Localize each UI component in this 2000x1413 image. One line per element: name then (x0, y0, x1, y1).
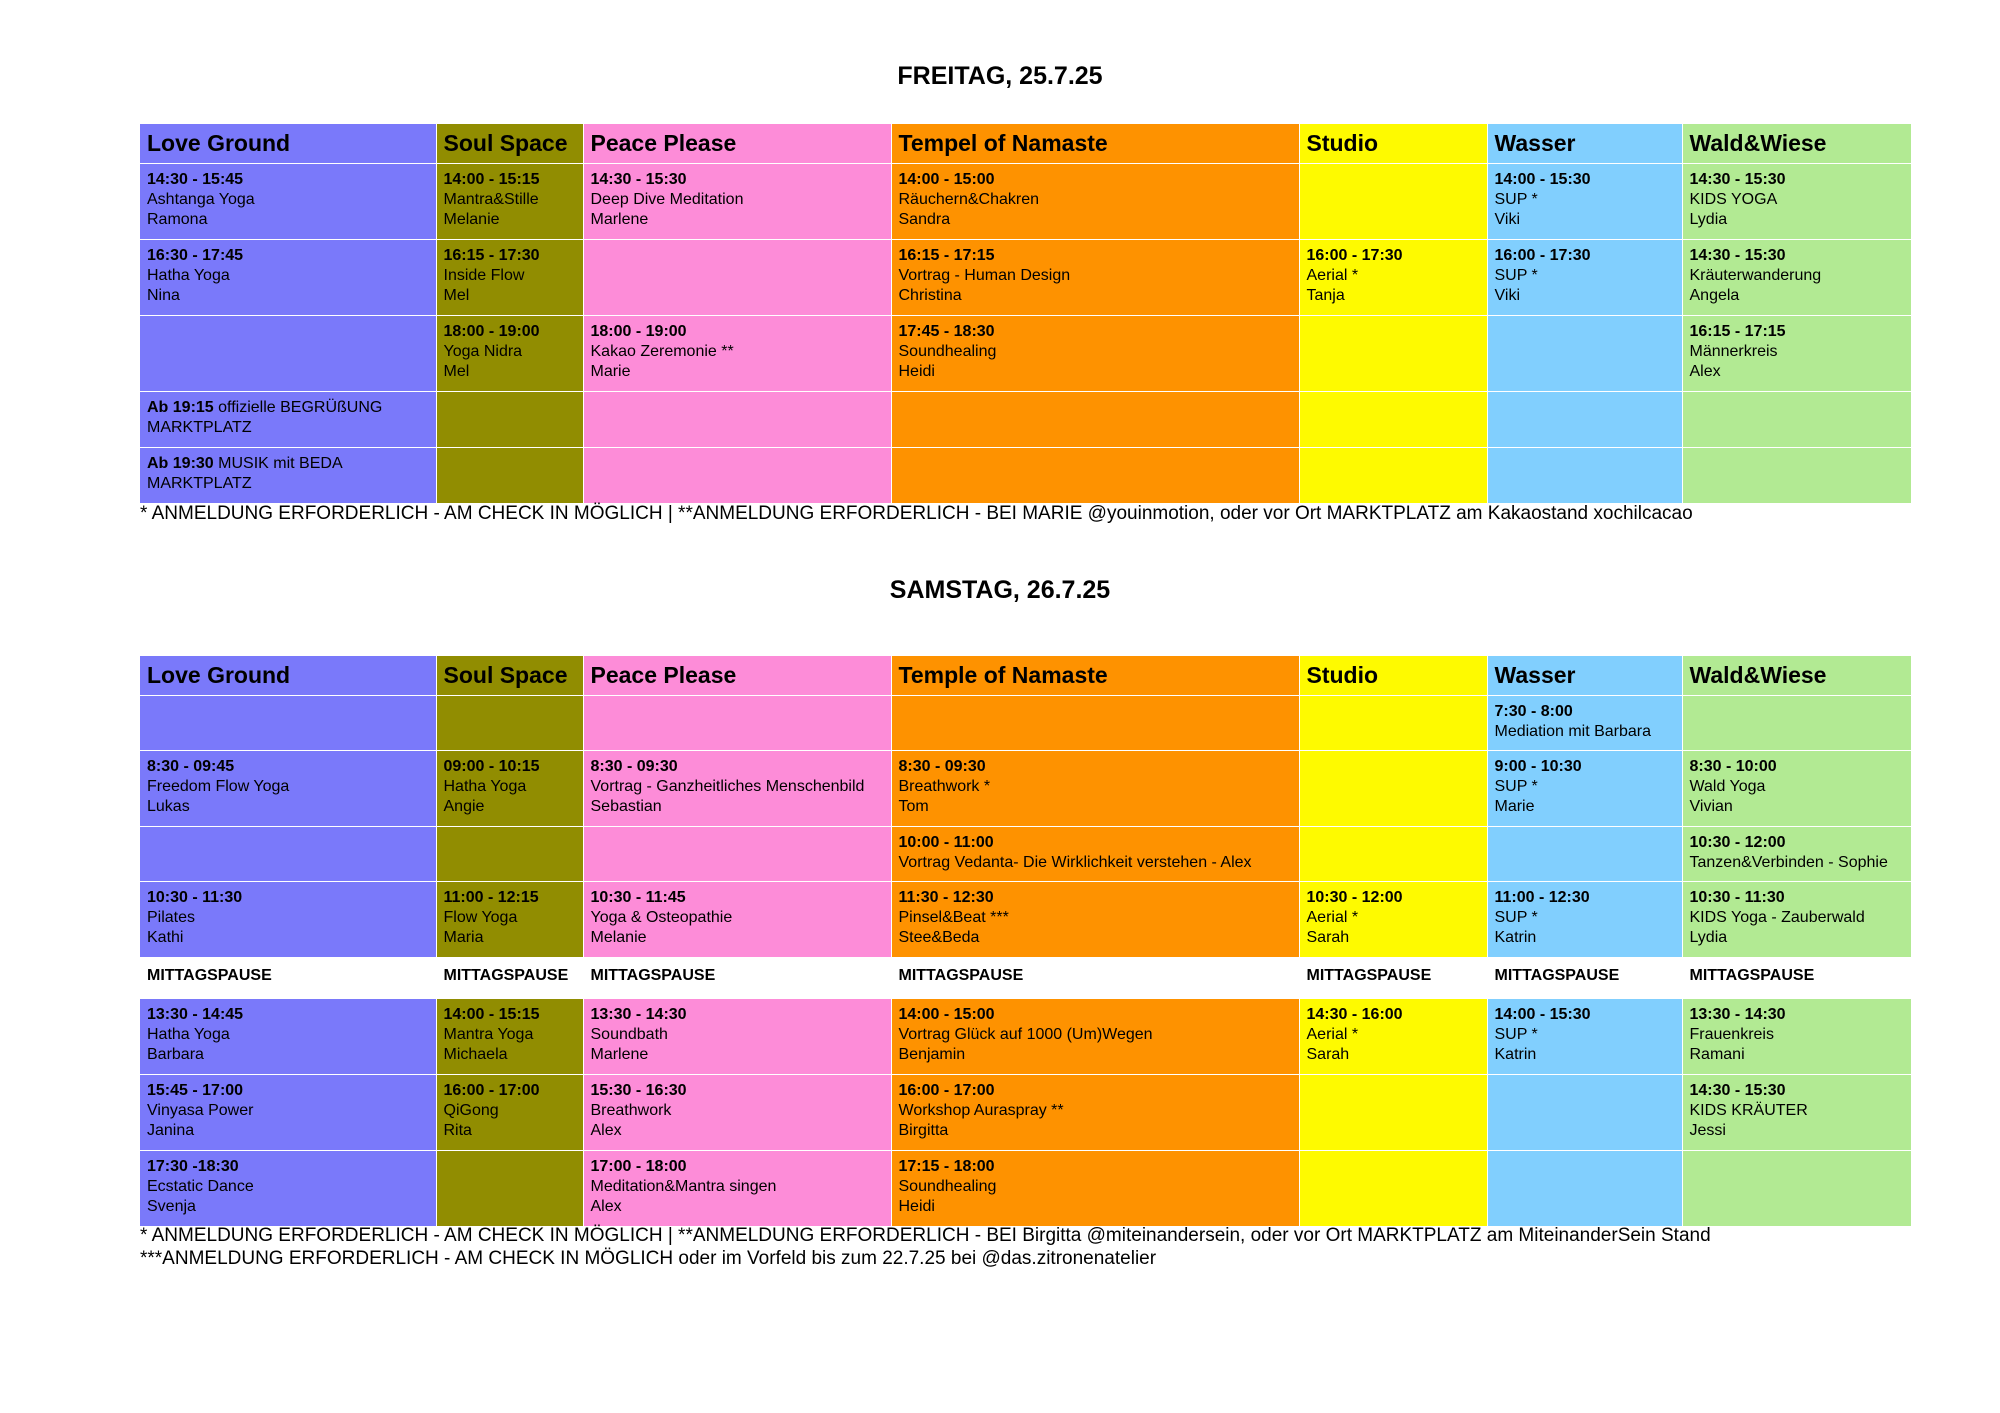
session-cell (1682, 882, 1911, 958)
saturday-schedule-table (140, 655, 1912, 1226)
session-title: Pinsel&Beat *** (898, 909, 1009, 926)
session-title: SUP * (1494, 778, 1538, 795)
session-host: Katrin (1494, 929, 1537, 946)
session-cell (140, 751, 436, 827)
lunch-break-cell: MITTAGSPAUSE (436, 958, 583, 999)
announcement-row (140, 392, 1911, 448)
announcement-place: MARKTPLATZ (147, 475, 252, 492)
session-title: Aerial * (1306, 909, 1359, 926)
session-title: Workshop Auraspray ** (898, 1102, 1064, 1119)
session-host: Birgitta (898, 1122, 949, 1139)
session-host: Vivian (1689, 798, 1733, 815)
session-title: Yoga & Osteopathie (590, 909, 733, 926)
session-cell (583, 316, 891, 392)
column-header: Peace Please (583, 656, 891, 696)
session-cell (1682, 164, 1911, 240)
schedule-row (140, 1075, 1911, 1151)
announcement-line (147, 398, 429, 418)
session-time: 14:30 - 16:00 (1306, 1006, 1403, 1023)
session-time: 16:15 - 17:15 (1689, 323, 1786, 340)
session-cell (140, 696, 436, 751)
session-host: Mel (443, 363, 470, 380)
session-host: Sarah (1306, 929, 1350, 946)
session-cell (891, 164, 1299, 240)
session-title: Flow Yoga (443, 909, 518, 926)
session-time: 14:00 - 15:00 (898, 171, 995, 188)
session-time: 14:30 - 15:30 (1689, 1082, 1786, 1099)
session-time: 18:00 - 19:00 (443, 323, 540, 340)
session-title: Vortrag - Human Design (898, 267, 1071, 284)
column-header: Studio (1299, 656, 1487, 696)
header-row (140, 124, 1911, 164)
session-time: 14:30 - 15:45 (147, 171, 244, 188)
session-host: Jessi (1689, 1122, 1726, 1139)
session-title: Tanzen&Verbinden - Sophie (1689, 854, 1888, 871)
session-title: Vortrag Vedanta- Die Wirklichkeit verstehen - Alex (898, 854, 1252, 871)
session-host: Alex (1689, 363, 1721, 380)
session-time: 8:30 - 10:00 (1689, 758, 1777, 775)
session-cell (583, 1151, 891, 1227)
session-time: 11:30 - 12:30 (898, 889, 994, 906)
lunch-break-cell: MITTAGSPAUSE (891, 958, 1299, 999)
friday-title: FREITAG, 25.7.25 (897, 62, 1103, 90)
session-host: Tom (898, 798, 929, 815)
session-title: SUP * (1494, 191, 1538, 208)
session-cell (891, 827, 1299, 882)
session-host: Ramani (1689, 1046, 1745, 1063)
session-host: Stee&Beda (898, 929, 980, 946)
schedule-row (140, 696, 1911, 751)
session-time: 16:15 - 17:30 (443, 247, 540, 264)
session-host: Katrin (1494, 1046, 1537, 1063)
session-title: SUP * (1494, 1026, 1538, 1043)
session-cell (1299, 164, 1487, 240)
session-time: 14:00 - 15:30 (1494, 171, 1591, 188)
session-host: Marie (1494, 798, 1535, 815)
session-cell (1682, 827, 1911, 882)
empty-cell (891, 392, 1299, 448)
lunch-break-cell: MITTAGSPAUSE (1299, 958, 1487, 999)
schedule-row (140, 882, 1911, 958)
session-time: 10:30 - 12:00 (1689, 834, 1786, 851)
announcement-time: Ab 19:30 (147, 455, 214, 472)
session-cell (1487, 751, 1682, 827)
session-cell (1487, 1151, 1682, 1227)
session-cell (140, 240, 436, 316)
session-time: 8:30 - 09:45 (147, 758, 235, 775)
empty-cell (1487, 392, 1682, 448)
session-time: 10:00 - 11:00 (898, 834, 994, 851)
lunch-break-cell: MITTAGSPAUSE (1487, 958, 1682, 999)
schedule-row (140, 827, 1911, 882)
session-time: 17:15 - 18:00 (898, 1158, 995, 1175)
session-title: Räuchern&Chakren (898, 191, 1040, 208)
session-title: Freedom Flow Yoga (147, 778, 290, 795)
session-host: Michaela (443, 1046, 508, 1063)
column-header: Soul Space (436, 656, 583, 696)
schedule-row (140, 999, 1911, 1075)
session-cell (1682, 316, 1911, 392)
schedule-row (140, 164, 1911, 240)
session-time: 8:30 - 09:30 (590, 758, 678, 775)
session-title: Soundhealing (898, 343, 997, 360)
column-header: Love Ground (140, 656, 436, 696)
session-host: Sarah (1306, 1046, 1350, 1063)
empty-cell (583, 392, 891, 448)
session-cell (583, 882, 891, 958)
session-host: Alex (590, 1122, 622, 1139)
session-title: Männerkreis (1689, 343, 1778, 360)
session-cell (436, 316, 583, 392)
session-time: 16:30 - 17:45 (147, 247, 244, 264)
session-cell (1299, 827, 1487, 882)
session-host: Christina (898, 287, 962, 304)
announcement-line (147, 454, 429, 474)
session-time: 14:30 - 15:30 (1689, 171, 1786, 188)
session-cell (583, 827, 891, 882)
session-host: Sebastian (590, 798, 662, 815)
session-time: 15:45 - 17:00 (147, 1082, 244, 1099)
session-time: 10:30 - 11:45 (590, 889, 686, 906)
session-time: 16:00 - 17:00 (443, 1082, 540, 1099)
session-title: SUP * (1494, 909, 1538, 926)
session-title: Mediation mit Barbara (1494, 723, 1652, 740)
saturday-footnote-1: * ANMELDUNG ERFORDERLICH - AM CHECK IN MÖGLICH | **ANMELDUNG ERFORDERLICH - BEI Birgitta @miteinandersein, oder vor Ort MARKTPLATZ am MiteinanderSein Stand (140, 1225, 1711, 1246)
column-header: Studio (1299, 124, 1487, 164)
column-header: Wasser (1487, 656, 1682, 696)
lunch-break-cell: MITTAGSPAUSE (1682, 958, 1911, 999)
session-host: Alex (590, 1198, 622, 1215)
session-time: 13:30 - 14:45 (147, 1006, 244, 1023)
session-host: Angie (443, 798, 485, 815)
session-title: Ecstatic Dance (147, 1178, 254, 1195)
session-cell (1487, 882, 1682, 958)
session-cell (1487, 827, 1682, 882)
session-time: 11:00 - 12:15 (443, 889, 539, 906)
session-host: Angela (1689, 287, 1740, 304)
session-time: 16:00 - 17:30 (1306, 247, 1403, 264)
friday-schedule-table (140, 123, 1912, 503)
session-title: Hatha Yoga (147, 1026, 230, 1043)
session-cell (891, 240, 1299, 316)
session-time: 15:30 - 16:30 (590, 1082, 687, 1099)
session-cell (1682, 1151, 1911, 1227)
session-host: Melanie (443, 211, 500, 228)
session-host: Lydia (1689, 929, 1728, 946)
session-title: Yoga Nidra (443, 343, 523, 360)
session-cell (583, 1075, 891, 1151)
session-title: Mantra Yoga (443, 1026, 534, 1043)
empty-cell (583, 448, 891, 504)
session-host: Heidi (898, 1198, 935, 1215)
column-header: Peace Please (583, 124, 891, 164)
session-cell (436, 240, 583, 316)
announcement-text: offizielle BEGRÜßUNG (213, 399, 383, 416)
session-title: KIDS Yoga - Zauberwald (1689, 909, 1865, 926)
session-cell (1487, 240, 1682, 316)
session-cell (583, 164, 891, 240)
session-title: Soundhealing (898, 1178, 997, 1195)
session-host: Lydia (1689, 211, 1728, 228)
column-header: Wasser (1487, 124, 1682, 164)
session-title: Pilates (147, 909, 196, 926)
session-time: 13:30 - 14:30 (1689, 1006, 1786, 1023)
session-cell (891, 1151, 1299, 1227)
column-header: Wald&Wiese (1682, 124, 1911, 164)
session-host: Ramona (147, 211, 208, 228)
session-cell (891, 1075, 1299, 1151)
saturday-title: SAMSTAG, 26.7.25 (889, 576, 1111, 604)
session-cell (1487, 999, 1682, 1075)
session-cell (583, 240, 891, 316)
session-time: 17:00 - 18:00 (590, 1158, 687, 1175)
session-cell (436, 1075, 583, 1151)
schedule-row (140, 1151, 1911, 1227)
session-cell (1682, 1075, 1911, 1151)
session-time: 10:30 - 12:00 (1306, 889, 1403, 906)
session-title: Aerial * (1306, 267, 1359, 284)
session-host: Lukas (147, 798, 190, 815)
column-header: Temple of Namaste (891, 656, 1299, 696)
session-host: Marlene (590, 211, 649, 228)
session-title: Vortrag - Ganzheitliches Menschenbild (590, 778, 865, 795)
empty-cell (891, 448, 1299, 504)
session-title: Vinyasa Power (147, 1102, 254, 1119)
session-title: Aerial * (1306, 1026, 1359, 1043)
session-time: 10:30 - 11:30 (1689, 889, 1785, 906)
session-host: Melanie (590, 929, 647, 946)
announcement-text: MUSIK mit BEDA (213, 455, 343, 472)
session-cell (436, 882, 583, 958)
session-time: 18:00 - 19:00 (590, 323, 687, 340)
session-time: 17:30 -18:30 (147, 1158, 239, 1175)
session-cell (583, 751, 891, 827)
session-cell (436, 696, 583, 751)
session-cell (891, 696, 1299, 751)
session-host: Viki (1494, 287, 1520, 304)
session-cell (583, 696, 891, 751)
session-title: Breathwork * (898, 778, 991, 795)
session-cell (436, 827, 583, 882)
session-title: Deep Dive Meditation (590, 191, 744, 208)
session-cell (140, 1151, 436, 1227)
session-cell (1299, 751, 1487, 827)
session-host: Benjamin (898, 1046, 966, 1063)
session-title: Breathwork (590, 1102, 672, 1119)
session-cell (1682, 240, 1911, 316)
session-cell (140, 827, 436, 882)
session-title: Vortrag Glück auf 1000 (Um)Wegen (898, 1026, 1153, 1043)
session-cell (1299, 882, 1487, 958)
session-cell (140, 1075, 436, 1151)
session-host: Nina (147, 287, 180, 304)
empty-cell (1487, 448, 1682, 504)
session-title: Hatha Yoga (147, 267, 230, 284)
lunch-break-cell: MITTAGSPAUSE (140, 958, 436, 999)
session-cell (140, 882, 436, 958)
session-host: Barbara (147, 1046, 204, 1063)
session-cell (891, 999, 1299, 1075)
announcement-row (140, 448, 1911, 504)
session-cell (891, 882, 1299, 958)
session-time: 14:00 - 15:15 (443, 1006, 540, 1023)
session-host: Viki (1494, 211, 1520, 228)
session-title: QiGong (443, 1102, 499, 1119)
session-title: Soundbath (590, 1026, 668, 1043)
session-title: Kakao Zeremonie ** (590, 343, 734, 360)
session-time: 14:30 - 15:30 (590, 171, 687, 188)
session-time: 14:00 - 15:15 (443, 171, 540, 188)
session-host: Kathi (147, 929, 184, 946)
session-cell (1682, 696, 1911, 751)
session-time: 14:00 - 15:30 (1494, 1006, 1591, 1023)
session-time: 13:30 - 14:30 (590, 1006, 687, 1023)
session-time: 16:00 - 17:30 (1494, 247, 1591, 264)
empty-cell (1299, 392, 1487, 448)
session-cell (436, 751, 583, 827)
session-cell (1682, 999, 1911, 1075)
column-header: Love Ground (140, 124, 436, 164)
session-time: 17:45 - 18:30 (898, 323, 995, 340)
session-host: Mel (443, 287, 470, 304)
session-cell (1487, 164, 1682, 240)
session-title: Hatha Yoga (443, 778, 527, 795)
session-time: 16:15 - 17:15 (898, 247, 995, 264)
session-title: Meditation&Mantra singen (590, 1178, 777, 1195)
session-title: KIDS KRÄUTER (1689, 1102, 1808, 1119)
empty-cell (436, 448, 583, 504)
session-host: Tanja (1306, 287, 1345, 304)
session-title: Wald Yoga (1689, 778, 1766, 795)
session-cell (891, 751, 1299, 827)
session-cell (140, 316, 436, 392)
session-cell (1299, 696, 1487, 751)
header-row (140, 656, 1911, 696)
announcement-place: MARKTPLATZ (147, 419, 252, 436)
session-time: 11:00 - 12:30 (1494, 889, 1590, 906)
session-time: 9:00 - 10:30 (1494, 758, 1582, 775)
session-cell (1487, 696, 1682, 751)
session-title: Frauenkreis (1689, 1026, 1774, 1043)
column-header: Tempel of Namaste (891, 124, 1299, 164)
session-cell (436, 1151, 583, 1227)
session-cell (140, 164, 436, 240)
session-title: Ashtanga Yoga (147, 191, 255, 208)
session-time: 10:30 - 11:30 (147, 889, 243, 906)
session-cell (1299, 240, 1487, 316)
announcement-cell (140, 392, 436, 448)
session-title: KIDS YOGA (1689, 191, 1778, 208)
session-title: Inside Flow (443, 267, 525, 284)
session-host: Marlene (590, 1046, 649, 1063)
session-host: Sandra (898, 211, 951, 228)
empty-cell (1299, 448, 1487, 504)
saturday-footnote-2: ***ANMELDUNG ERFORDERLICH - AM CHECK IN MÖGLICH oder im Vorfeld bis zum 22.7.25 bei @das.zitronenatelier (140, 1248, 1157, 1269)
lunch-break-row (140, 958, 1911, 999)
session-time: 14:30 - 15:30 (1689, 247, 1786, 264)
session-cell (1299, 1151, 1487, 1227)
session-host: Svenja (147, 1198, 196, 1215)
session-cell (583, 999, 891, 1075)
column-header: Wald&Wiese (1682, 656, 1911, 696)
lunch-break-cell: MITTAGSPAUSE (583, 958, 891, 999)
session-time: 16:00 - 17:00 (898, 1082, 995, 1099)
session-title: SUP * (1494, 267, 1538, 284)
schedule-row (140, 751, 1911, 827)
session-title: Mantra&Stille (443, 191, 539, 208)
friday-footnote: * ANMELDUNG ERFORDERLICH - AM CHECK IN MÖGLICH | **ANMELDUNG ERFORDERLICH - BEI MARIE @youinmotion, oder vor Ort MARKTPLATZ am Kakaostand xochilcacao (140, 503, 1693, 524)
session-time: 09:00 - 10:15 (443, 758, 540, 775)
session-cell (436, 164, 583, 240)
session-host: Maria (443, 929, 484, 946)
schedule-row (140, 240, 1911, 316)
session-host: Marie (590, 363, 631, 380)
empty-cell (1682, 448, 1911, 504)
announcement-cell (140, 448, 436, 504)
schedule-row (140, 316, 1911, 392)
announcement-time: Ab 19:15 (147, 399, 214, 416)
session-host: Heidi (898, 363, 935, 380)
empty-cell (436, 392, 583, 448)
session-cell (1299, 316, 1487, 392)
session-cell (1682, 751, 1911, 827)
session-cell (1299, 999, 1487, 1075)
session-cell (436, 999, 583, 1075)
session-cell (1299, 1075, 1487, 1151)
session-time: 7:30 - 8:00 (1494, 703, 1573, 720)
session-host: Janina (147, 1122, 195, 1139)
session-time: 14:00 - 15:00 (898, 1006, 995, 1023)
column-header: Soul Space (436, 124, 583, 164)
session-cell (1487, 316, 1682, 392)
session-title: Kräuterwanderung (1689, 267, 1822, 284)
session-cell (891, 316, 1299, 392)
empty-cell (1682, 392, 1911, 448)
session-time: 8:30 - 09:30 (898, 758, 986, 775)
session-cell (140, 999, 436, 1075)
session-host: Rita (443, 1122, 472, 1139)
session-cell (1487, 1075, 1682, 1151)
